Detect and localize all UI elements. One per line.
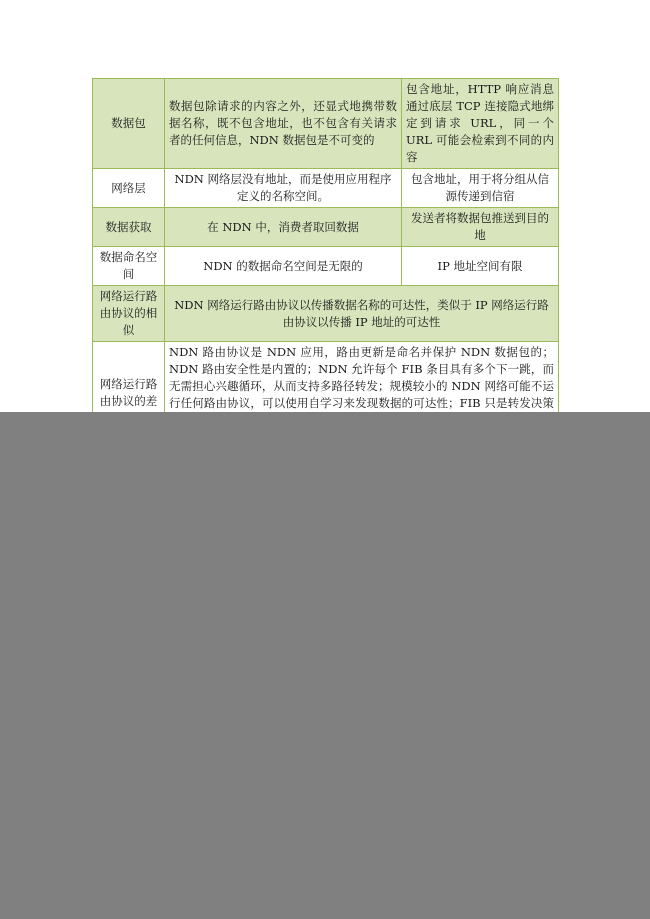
ip-cell: IP 地址空间有限 [402,247,559,286]
ip-cell: 发送者将数据包推送到目的地 [402,208,559,247]
comparison-table [92,78,559,462]
merged-cell: NDN 路由协议是 NDN 应用，路由更新是命名并保护 NDN 数据包的；NDN 路由安全性是内置的；NDN 允许每个 FIB 条目具有多个下一跳，而无需担心兴趣循环，从而支持多路径转发；规模较小的 NDN 网络可能不运行任何路由协议，可以使用自学习来发现数据的可达性；FIB 只是转发决策 [165,342,559,462]
table-row [93,169,559,208]
row-label: 数据命名空间 [93,247,165,286]
ndn-cell: NDN 的数据命名空间是无限的 [165,247,402,286]
table-row [93,247,559,286]
row-label: 数据获取 [93,208,165,247]
table-row [93,79,559,169]
table-row [93,208,559,247]
row-label: 网络运行路由协议的差 [93,342,165,462]
gray-overlay [0,412,650,919]
table-row [93,286,559,342]
ip-cell: 包含地址，HTTP 响应消息通过底层 TCP 连接隐式地绑定到请求 URL，同一个 URL 可能会检索到不同的内容 [402,79,559,169]
row-label: 网络层 [93,169,165,208]
ndn-cell: 数据包除请求的内容之外，还显式地携带数据名称，既不包含地址，也不包含有关请求者的任何信息，NDN 数据包是不可变的 [165,79,402,169]
ndn-cell: 在 NDN 中，消费者取回数据 [165,208,402,247]
row-label: 数据包 [93,79,165,169]
ndn-cell: NDN 网络层没有地址，而是使用应用程序定义的名称空间。 [165,169,402,208]
row-label: 网络运行路由协议的相似 [93,286,165,342]
merged-cell: NDN 网络运行路由协议以传播数据名称的可达性，类似于 IP 网络运行路由协议以传播 IP 地址的可达性 [165,286,559,342]
ip-cell: 包含地址，用于将分组从信源传递到信宿 [402,169,559,208]
